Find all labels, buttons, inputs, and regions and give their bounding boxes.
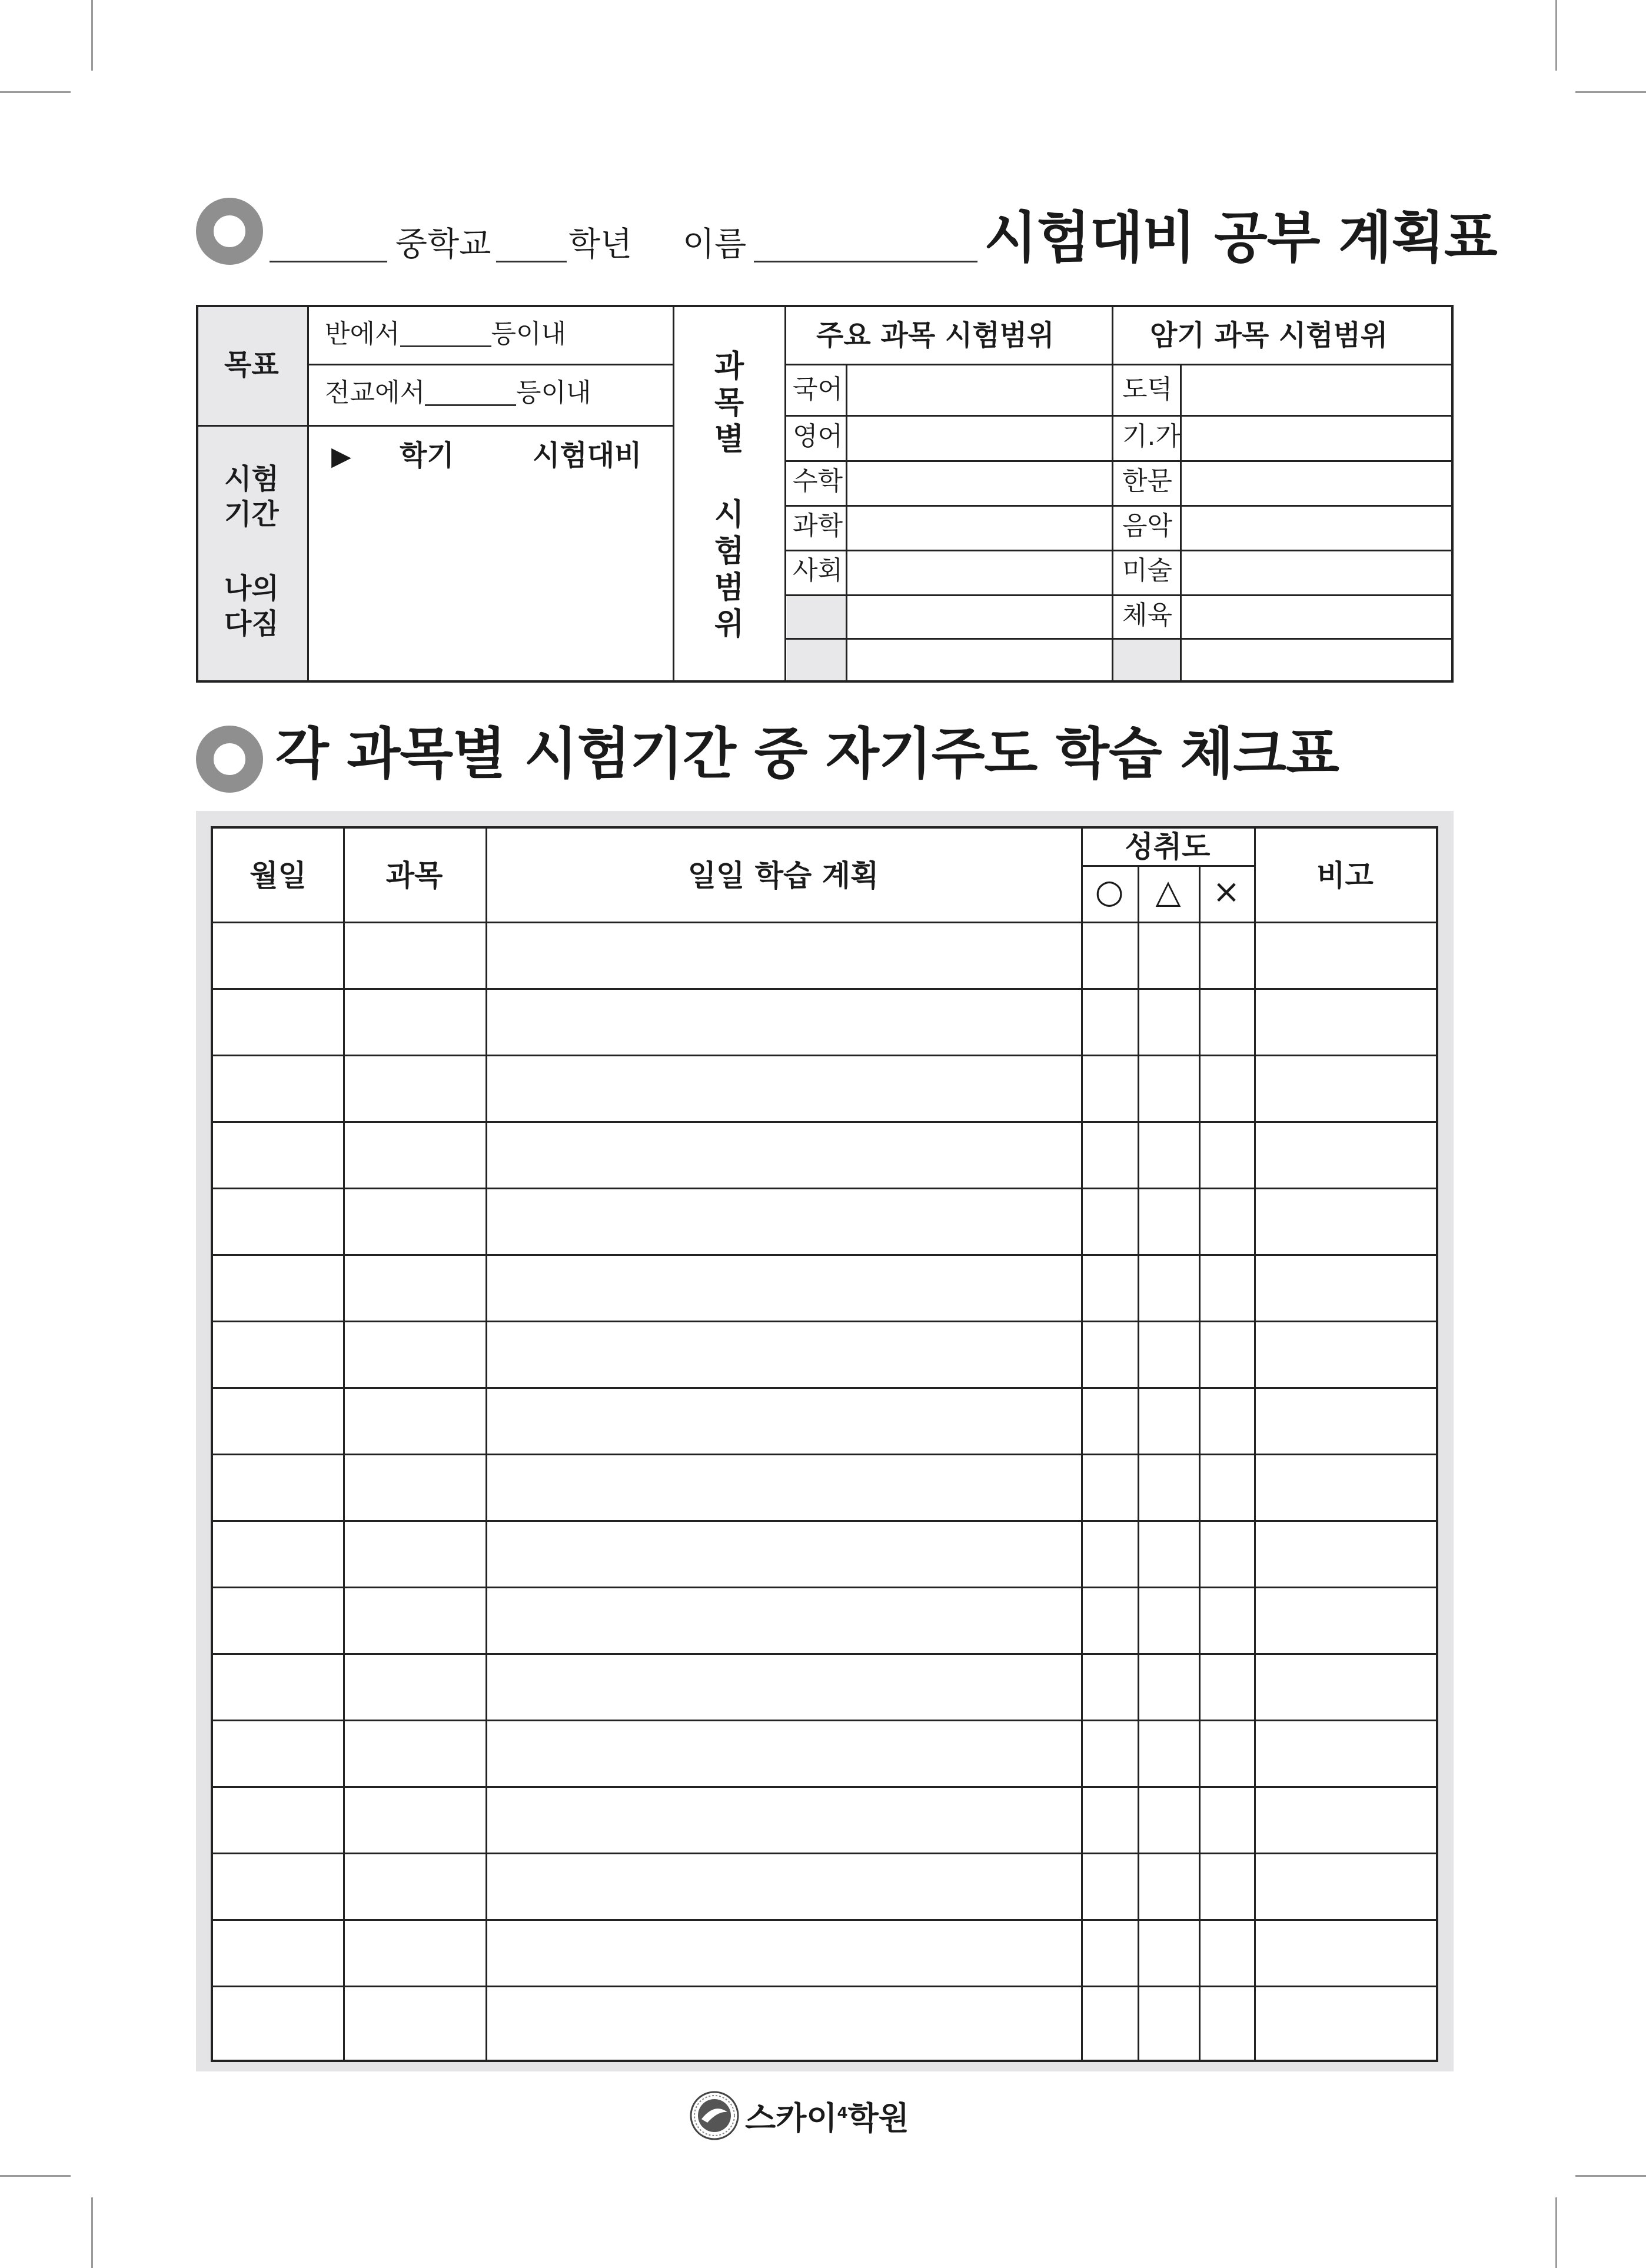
check-section-title: 각 과목별 시험기간 중 자기주도 학습 체크표: [275, 722, 1339, 786]
goal-school-prefix: 전교에서: [325, 378, 425, 408]
crop-mark: [1575, 91, 1646, 93]
goal-class-blank[interactable]: [400, 324, 491, 347]
circle-symbol-icon: ○: [1095, 873, 1124, 911]
period-label-line1: 시험: [224, 463, 279, 495]
resolve-label-line1: 나의: [224, 572, 279, 605]
goal-school-blank[interactable]: [425, 383, 516, 406]
memorize-subject-art: 미술: [1122, 556, 1173, 586]
major-subject-social: 사회: [793, 556, 843, 586]
major-subject-korean: 국어: [793, 374, 843, 404]
name-blank[interactable]: [754, 261, 977, 262]
memorize-subject-ethics: 도덕: [1122, 374, 1173, 404]
goal-class-suffix: 등이내: [491, 319, 567, 349]
grade-label: 학년: [568, 225, 633, 264]
crop-mark: [1555, 0, 1557, 71]
cross-symbol-icon: ×: [1212, 873, 1241, 911]
col-achievement-header: 성취도: [1125, 830, 1211, 864]
school-label: 중학교: [395, 225, 491, 264]
check-table: [211, 826, 1438, 2062]
goal-school-suffix: 등이내: [516, 378, 591, 408]
triangle-symbol-icon: △: [1155, 873, 1181, 911]
academy-logo: [690, 2091, 909, 2140]
page-title: 시험대비 공부 계획표: [984, 206, 1497, 270]
col-subject-header: 과목: [385, 859, 443, 893]
col-date-header: 월일: [250, 859, 307, 893]
col-note-header: 비고: [1316, 859, 1374, 893]
plan-table: [196, 305, 1454, 683]
subject-label-vertical: 과 목 별: [714, 349, 744, 457]
goal-class-prefix: 반에서: [325, 319, 400, 349]
crop-mark: [1555, 2197, 1557, 2268]
range-label-vertical: 시 험 범 위: [714, 497, 744, 642]
col-plan-header: 일일 학습 계획: [687, 859, 879, 893]
period-label-line2: 기간: [224, 498, 279, 531]
bullet-ring-icon: [196, 198, 263, 265]
goal-label: 목표: [224, 348, 279, 381]
crop-mark: [0, 2175, 71, 2177]
semester-label: 학기: [400, 439, 454, 472]
memorize-subject-blank-cell: [1113, 639, 1180, 680]
bullet-ring-icon: [196, 726, 263, 793]
major-subject-english: 영어: [793, 421, 843, 451]
memorize-subject-tech-home: 기.가: [1122, 421, 1181, 451]
exam-prep-label: 시험대비: [533, 439, 642, 472]
name-label: 이름: [683, 225, 747, 264]
crop-mark: [1575, 2175, 1646, 2177]
resolve-label-line2: 다짐: [224, 607, 279, 640]
memorize-subject-pe: 체육: [1122, 600, 1173, 630]
crop-mark: [91, 2197, 93, 2268]
school-blank[interactable]: [270, 261, 387, 262]
grade-blank[interactable]: [496, 261, 567, 262]
crop-mark: [0, 91, 71, 93]
major-subject-header: 주요 과목 시험범위: [816, 319, 1055, 352]
academy-emblem-icon: [690, 2091, 739, 2140]
goal-class-row[interactable]: [325, 321, 566, 347]
memorize-subject-header: 암기 과목 시험범위: [1150, 319, 1388, 352]
crop-mark: [91, 0, 93, 71]
academy-name: 스카이$^4$학원: [745, 2099, 909, 2137]
memorize-subject-hanmun: 한문: [1122, 466, 1173, 496]
major-subject-science: 과학: [793, 511, 843, 541]
memorize-subject-music: 음악: [1122, 511, 1173, 541]
arrow-icon: ▶: [331, 441, 351, 471]
goal-school-row[interactable]: [325, 380, 591, 406]
major-subject-math: 수학: [793, 466, 843, 496]
